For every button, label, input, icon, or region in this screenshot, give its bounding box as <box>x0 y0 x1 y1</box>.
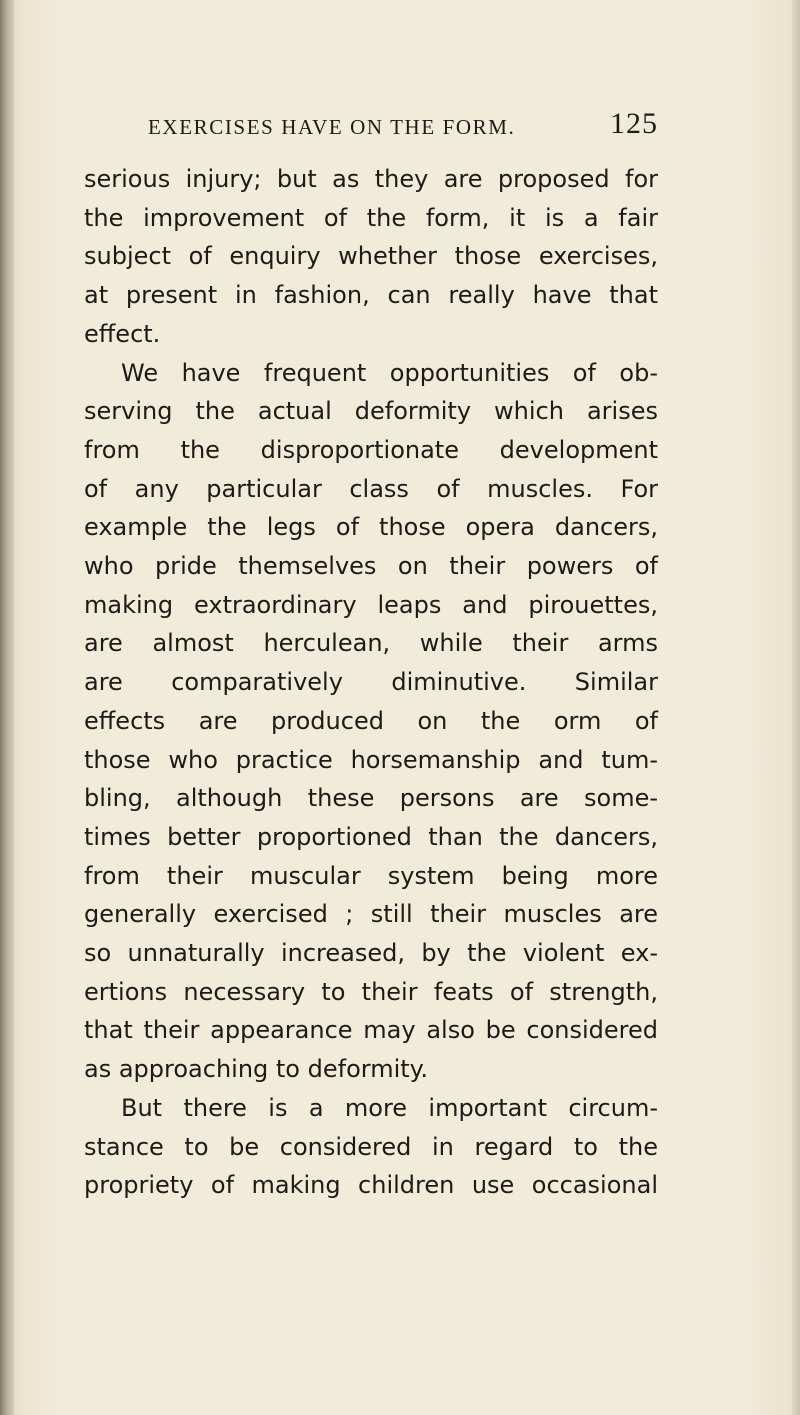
text-line: serious injury; but as they are proposed for <box>84 165 658 193</box>
text-line: effects are produced on the orm of <box>84 706 658 735</box>
running-head: EXERCISES HAVE ON THE FORM. <box>148 115 516 139</box>
page-edge-shadow <box>792 0 800 1415</box>
text-line: of any particular class of muscles. For <box>84 474 658 503</box>
page-header <box>148 107 658 147</box>
text-line: stance to be considered in regard to the <box>84 1132 658 1161</box>
text-line: times better proportioned than the dancers, <box>84 822 658 851</box>
text-line: those who practice horsemanship and tum- <box>84 745 658 774</box>
text-line: effect. <box>84 319 161 348</box>
text-line: ertions necessary to their feats of strength, <box>84 977 658 1006</box>
text-line: from their muscular system being more <box>84 861 658 890</box>
text-line: who pride themselves on their powers of <box>84 552 658 581</box>
text-line: subject of enquiry whether those exercises, <box>84 242 658 271</box>
text-line: are almost herculean, while their arms <box>84 629 658 658</box>
text-line: so unnaturally increased, by the violent ex- <box>84 939 658 968</box>
text-line: We have frequent opportunities of ob- <box>121 358 658 387</box>
text-line: propriety of making children use occasional <box>84 1171 658 1200</box>
text-line: example the legs of those opera dancers, <box>84 513 658 542</box>
text-line: are comparatively diminutive. Similar <box>84 668 658 697</box>
body-text <box>84 160 658 1205</box>
text-line: that their appearance may also be considered <box>84 1016 658 1045</box>
text-line: from the disproportionate development <box>84 435 658 464</box>
text-line: the improvement of the form, it is a fair <box>84 203 658 232</box>
text-line: bling, although these persons are some- <box>84 784 658 813</box>
page-number: 125 <box>610 107 658 140</box>
text-line: making extraordinary leaps and pirouettes, <box>84 590 658 619</box>
text-line: as approaching to deformity. <box>84 1055 429 1084</box>
text-line: serving the actual deformity which arises <box>84 397 658 426</box>
text-line: But there is a more important circum- <box>121 1093 658 1122</box>
page-gutter-shadow <box>0 0 14 1415</box>
text-line: generally exercised ; still their muscles are <box>84 900 658 929</box>
text-line: at present in fashion, can really have that <box>84 281 658 310</box>
